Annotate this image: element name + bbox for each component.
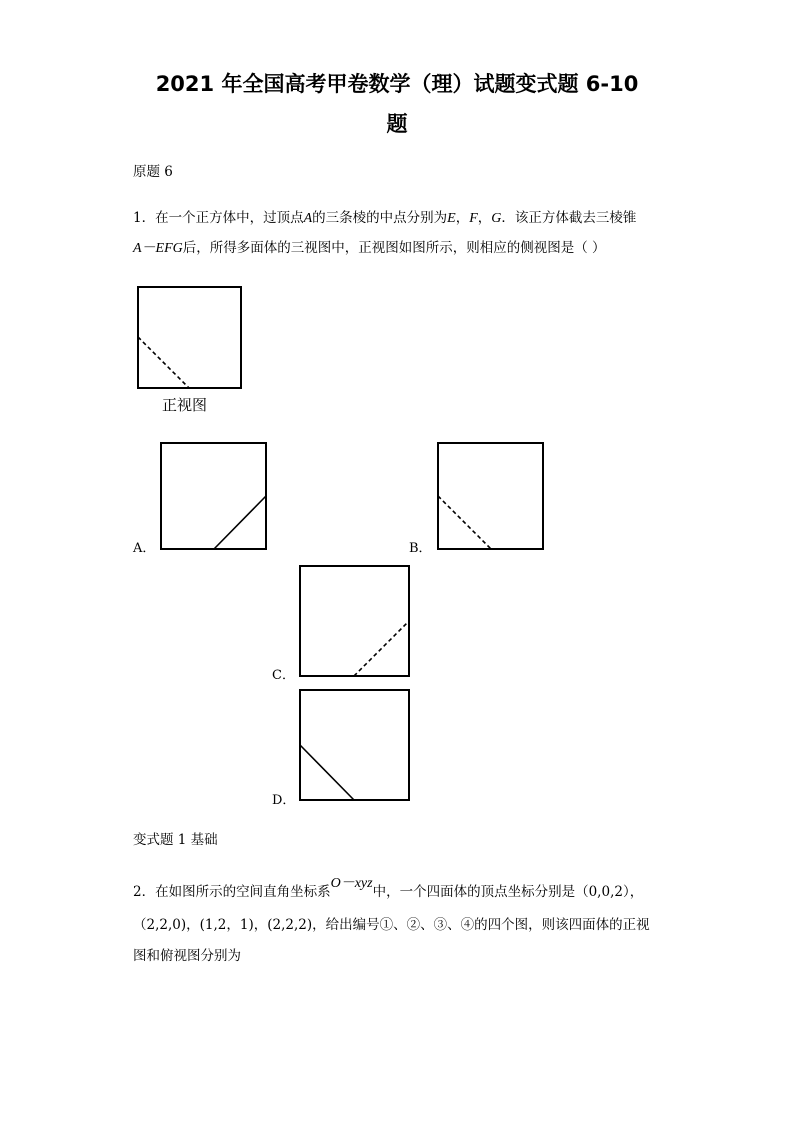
q1-pyramid-name: A－EFG <box>133 241 183 256</box>
question-2-line-3: 图和俯视图分别为 <box>133 948 241 964</box>
option-a-solid-edge <box>214 496 266 549</box>
option-d-label[interactable]: D． <box>272 793 296 808</box>
q2-text-prefix: 2．在如图所示的空间直角坐标系 <box>133 884 331 900</box>
q1-var-f: F <box>469 211 478 226</box>
front-view-square <box>138 287 241 388</box>
q1-var-a: A <box>303 211 313 226</box>
front-view-hidden-edge <box>138 337 189 388</box>
option-a-figure[interactable] <box>160 442 268 551</box>
q1-text-line-2: 后，所得多面体的三视图中，正视图如图所示，则相应的侧视图是（ ） <box>182 240 606 256</box>
section-heading-variant-1: 变式题 1 基础 <box>133 832 218 848</box>
option-b-figure[interactable] <box>437 442 545 551</box>
option-a-square <box>161 443 266 549</box>
option-b-label[interactable]: B． <box>409 541 432 556</box>
option-d-solid-edge <box>300 745 354 800</box>
q1-text-prefix: 1．在一个正方体中，过顶点 <box>133 210 304 226</box>
option-d-figure[interactable] <box>299 689 411 802</box>
question-2-line-2: （2,2,0)，(1,2，1)，(2,2,2)，给出编号①、②、③、④的四个图，则该四面体的正视 <box>133 917 650 933</box>
front-view-label: 正视图 <box>162 398 208 414</box>
page-title: 2021 年全国高考甲卷数学（理）试题变式题 6-10 <box>155 72 639 96</box>
option-a-label[interactable]: A． <box>133 541 156 556</box>
option-c-square <box>300 566 409 676</box>
q2-text-suffix: 中，一个四面体的顶点坐标分别是（0,0,2）， <box>372 884 644 900</box>
page-title-continued: 题 <box>386 112 408 136</box>
q1-text-suffix: ．该正方体截去三棱锥 <box>501 210 637 226</box>
q1-text-mid: 的三条棱的中点分别为 <box>312 210 448 226</box>
q2-coordinate-system: O－xyz <box>330 876 373 891</box>
section-heading-original: 原题 6 <box>133 164 173 180</box>
option-d-square <box>300 690 409 800</box>
option-b-hidden-edge <box>438 496 491 549</box>
question-1-line-2 <box>133 239 606 258</box>
q1-var-g: G <box>491 211 502 226</box>
option-b-square <box>438 443 543 549</box>
question-1-line-1: 1．在一个正方体中，过顶点A的三条棱的中点分别为E，F，G．该正方体截去三棱锥 <box>133 210 637 226</box>
option-c-hidden-edge <box>354 621 409 676</box>
question-2-line-1 <box>133 876 644 902</box>
q1-var-e: E <box>447 211 456 226</box>
option-c-label[interactable]: C． <box>272 668 295 683</box>
option-c-figure[interactable] <box>299 565 411 678</box>
front-view-figure <box>137 286 243 390</box>
